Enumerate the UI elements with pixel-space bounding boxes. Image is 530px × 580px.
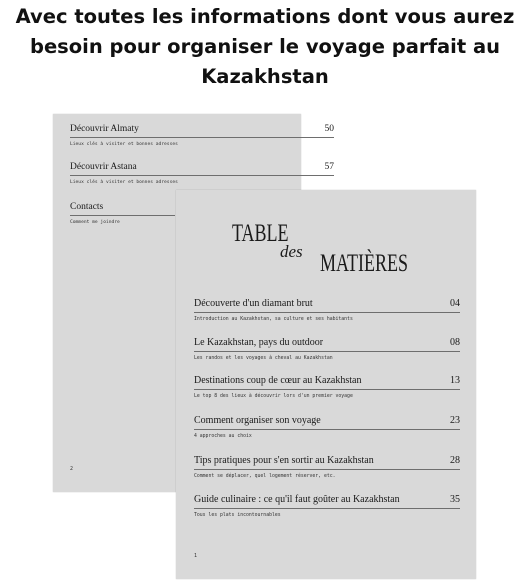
toc-entry-desc: Les randos et les voyages à cheval au Kazakhstan xyxy=(194,356,333,361)
toc-entry xyxy=(194,455,460,481)
toc-entry-rule xyxy=(194,312,460,313)
toc-entry-desc: Le top 8 des lieux à découvrir lors d'un premier voyage xyxy=(194,394,353,399)
toc-entry xyxy=(194,337,460,363)
toc-title-word-1: TABLE xyxy=(232,220,289,247)
toc-entry xyxy=(194,415,460,441)
toc-entry-title: Guide culinaire : ce qu'il faut goûter au Kazakhstan xyxy=(194,494,400,505)
toc-entry-title: Comment organiser son voyage xyxy=(194,415,321,426)
toc-entry-rule xyxy=(194,351,460,352)
headline-line-1: Avec toutes les informations dont vous aurez xyxy=(15,5,515,28)
toc-entry-almaty xyxy=(70,124,334,149)
toc-entry-desc: Lieux clés à visiter et bonnes adresses xyxy=(70,180,178,185)
toc-entry xyxy=(194,298,460,324)
headline xyxy=(0,2,530,92)
toc-entry-page: 35 xyxy=(450,494,460,505)
toc-entry xyxy=(194,375,460,401)
toc-entry-desc: 4 approches au choix xyxy=(194,434,252,439)
toc-entry-rule xyxy=(70,175,334,176)
headline-line-3: Kazakhstan xyxy=(201,65,329,88)
toc-entry-rule xyxy=(194,469,460,470)
toc-entry-desc: Introduction au Kazakhstan, sa culture et ses habitants xyxy=(194,317,353,322)
toc-entry-astana xyxy=(70,162,334,187)
toc-entry-rule xyxy=(194,508,460,509)
toc-entry-rule xyxy=(194,429,460,430)
toc-entry-page: 50 xyxy=(324,124,334,134)
toc-entry-contacts xyxy=(70,202,175,227)
toc-entry-page: 13 xyxy=(450,375,460,386)
page-number: 1 xyxy=(194,553,198,559)
toc-entry-page: 04 xyxy=(450,298,460,309)
toc-entry-desc: Tous les plats incontournables xyxy=(194,513,281,518)
toc-title-word-2: des xyxy=(280,242,303,261)
toc-entry xyxy=(194,494,460,520)
toc-entry-desc: Lieux clés à visiter et bonnes adresses xyxy=(70,142,178,147)
toc-entry-page: 57 xyxy=(324,162,334,172)
toc-entry-rule xyxy=(70,215,175,216)
page-number: 2 xyxy=(70,466,74,472)
toc-entry-title: Découvrir Astana xyxy=(70,162,137,172)
toc-entry-rule xyxy=(194,389,460,390)
toc-entry-desc: Comment me joindre xyxy=(70,220,120,225)
toc-entry-page: 08 xyxy=(450,337,460,348)
toc-entry-title: Destinations coup de cœur au Kazakhstan xyxy=(194,375,362,386)
toc-entry-title: Découvrir Almaty xyxy=(70,124,139,134)
toc-entry-rule xyxy=(70,137,334,138)
toc-entry-page: 23 xyxy=(450,415,460,426)
toc-entry-title: Contacts xyxy=(70,202,104,212)
toc-title-word-3: MATIÈRES xyxy=(320,250,409,277)
toc-entry-page: 28 xyxy=(450,455,460,466)
toc-entry-title: Découverte d'un diamant brut xyxy=(194,298,313,309)
toc-entry-desc: Comment se déplacer, quel logement réserver, etc. xyxy=(194,474,336,479)
toc-entry-title: Tips pratiques pour s'en sortir au Kazakhstan xyxy=(194,455,374,466)
headline-line-2: besoin pour organiser le voyage parfait au xyxy=(30,35,500,58)
toc-page-front xyxy=(176,190,476,579)
toc-entry-title: Le Kazakhstan, pays du outdoor xyxy=(194,337,324,348)
